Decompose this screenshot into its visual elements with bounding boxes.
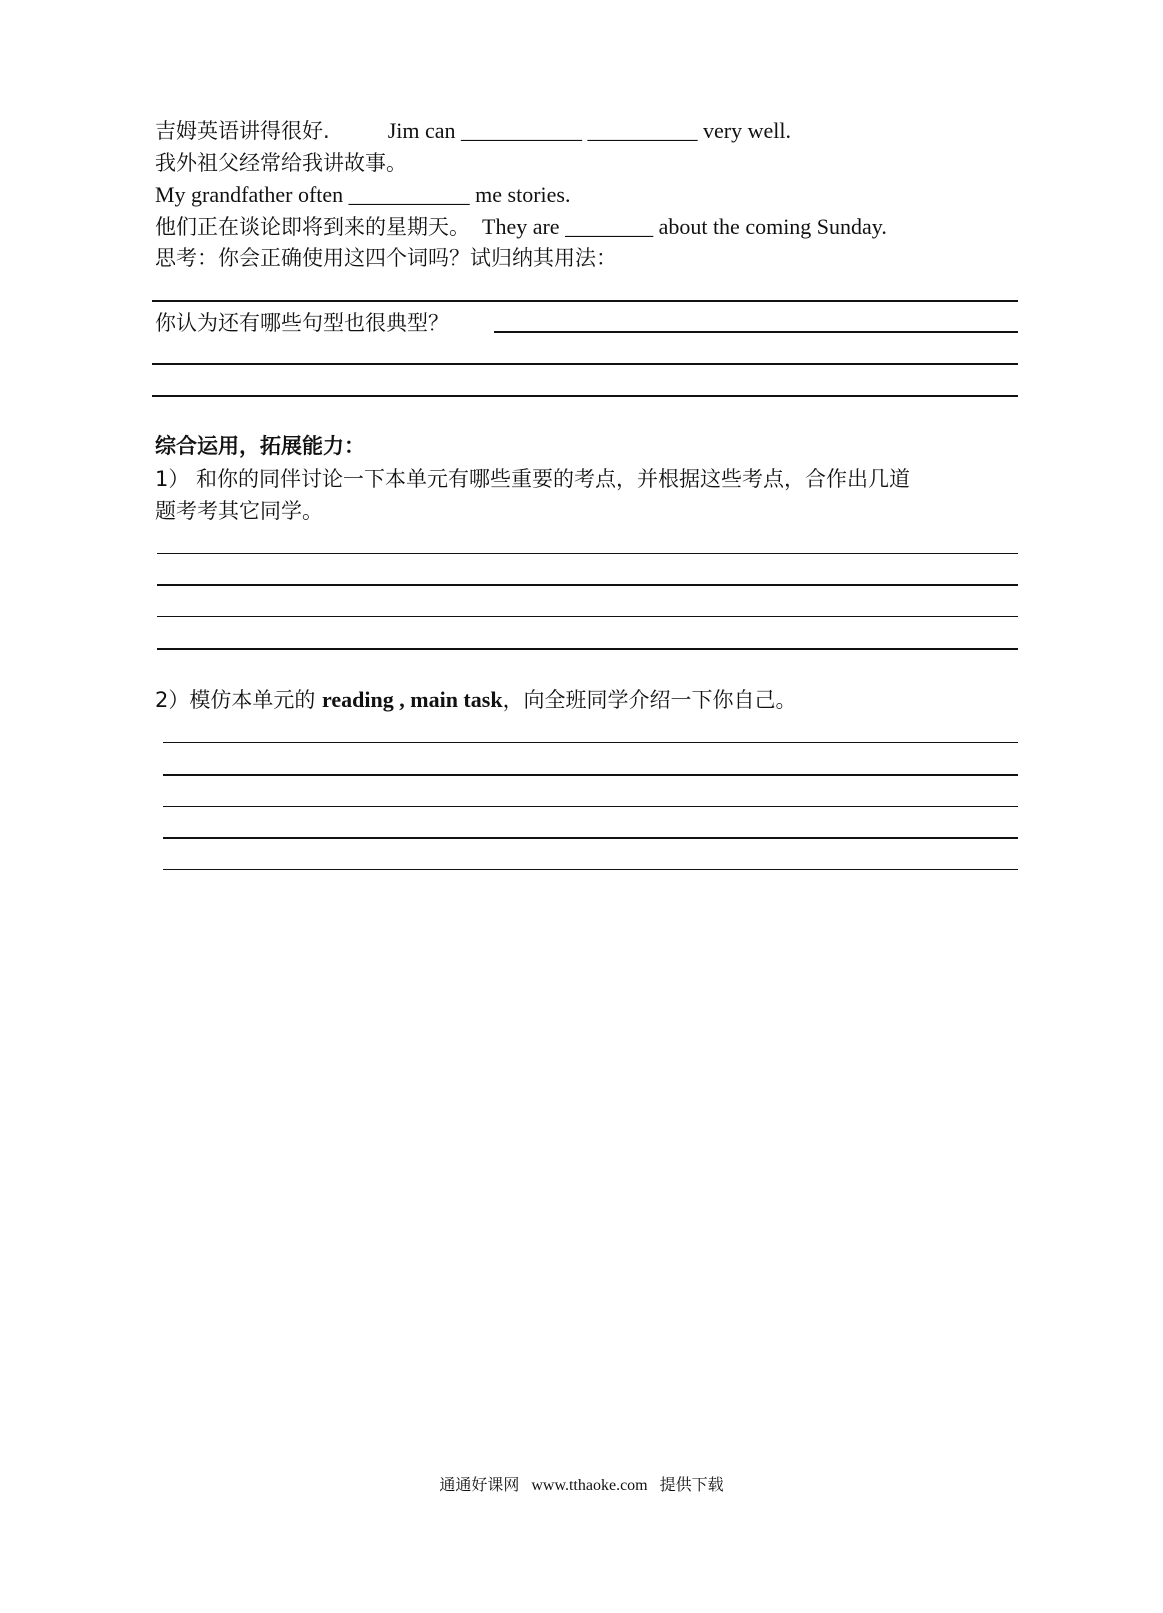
- footer-site-name: 通通好课网: [439, 1475, 520, 1494]
- line2-chinese: 我外祖父经常给我讲故事。: [155, 151, 407, 175]
- task-1-text-1: 1） 和你的同伴讨论一下本单元有哪些重要的考点，并根据这些考点，合作出几道: [155, 467, 911, 491]
- answer-line[interactable]: [152, 300, 1018, 302]
- answer-line[interactable]: [157, 648, 1018, 650]
- answer-line[interactable]: [152, 363, 1018, 365]
- exercise-line-1: [155, 117, 791, 145]
- page-footer: [0, 1474, 1163, 1497]
- footer-url[interactable]: www.tthaoke.com: [531, 1477, 648, 1494]
- line4-chinese: 他们正在谈论即将到来的星期天。: [155, 215, 470, 239]
- exercise-line-2: [155, 149, 407, 177]
- task-2-suffix: ，向全班同学介绍一下你自己。: [502, 688, 797, 712]
- answer-line[interactable]: [152, 395, 1018, 397]
- line1-english-prefix: Jim can: [387, 118, 456, 143]
- answer-line[interactable]: [163, 742, 1018, 743]
- answer-line[interactable]: [163, 774, 1018, 776]
- answer-line[interactable]: [494, 331, 1018, 333]
- line4-english-prefix: They are: [482, 214, 560, 239]
- line3-blank[interactable]: ___________: [348, 182, 470, 207]
- line3-english-suffix: me stories.: [475, 182, 571, 207]
- task-1-text-2: 题考考其它同学。: [155, 499, 323, 523]
- task-2-bold: reading , main task: [322, 687, 503, 712]
- answer-line[interactable]: [163, 869, 1018, 870]
- typical-question-text: 你认为还有哪些句型也很典型？: [155, 311, 449, 335]
- answer-line[interactable]: [157, 584, 1018, 586]
- line3-english-prefix: My grandfather often: [155, 182, 344, 207]
- footer-note: 提供下载: [659, 1475, 724, 1494]
- exercise-line-4: [155, 213, 887, 241]
- section-heading-text: 综合运用，拓展能力：: [155, 434, 365, 458]
- line1-english-suffix: very well.: [703, 118, 791, 143]
- typical-question: [155, 309, 449, 337]
- task-1-line-1: [155, 465, 910, 493]
- exercise-line-3: [155, 181, 570, 209]
- task-1-line-2: [155, 497, 323, 525]
- think-prompt: [155, 244, 617, 272]
- think-text: 思考：你会正确使用这四个词吗？试归纳其用法：: [155, 246, 617, 270]
- section-heading: [155, 432, 365, 460]
- line1-blanks[interactable]: ___________ __________: [461, 118, 698, 143]
- task-2-line: [155, 686, 797, 714]
- line4-blank[interactable]: ________: [565, 214, 654, 239]
- task-2-prefix: 2）模仿本单元的: [155, 688, 323, 712]
- answer-line[interactable]: [157, 553, 1018, 554]
- answer-line[interactable]: [163, 837, 1018, 839]
- line1-chinese: 吉姆英语讲得很好.: [155, 119, 330, 143]
- line4-english-suffix: about the coming Sunday.: [658, 214, 887, 239]
- answer-line[interactable]: [163, 806, 1018, 807]
- answer-line[interactable]: [157, 616, 1018, 617]
